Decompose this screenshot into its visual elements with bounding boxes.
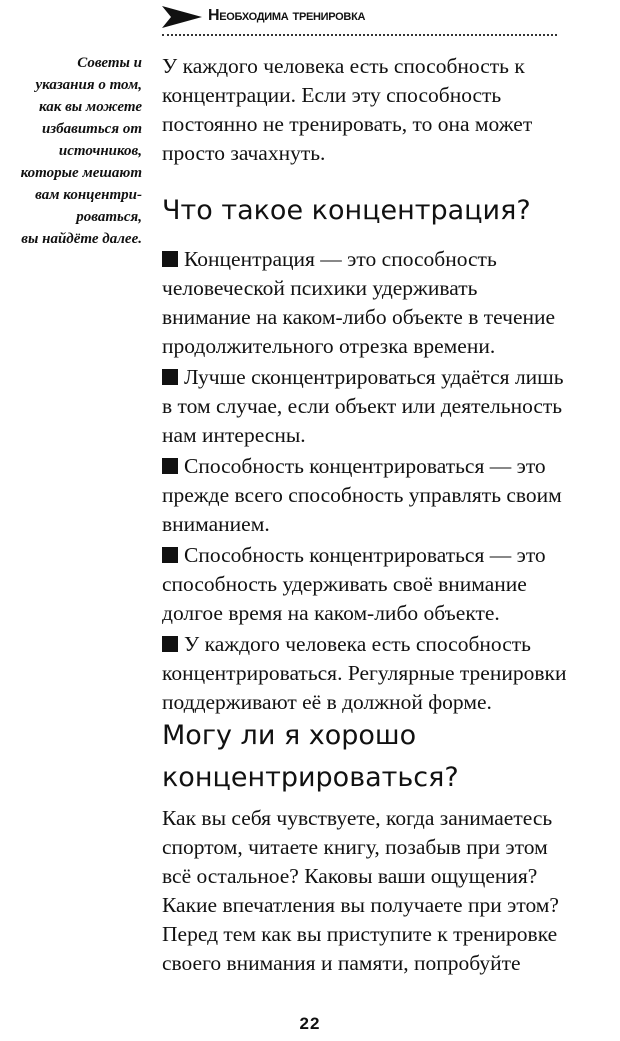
- bullet-item: [162, 452, 618, 539]
- square-bullet-icon: [162, 251, 178, 267]
- text-line: Как вы себя чувствуете, когда занимаетесь: [162, 806, 553, 830]
- header-dotted-rule: [162, 34, 557, 36]
- section-heading-2: [162, 715, 618, 799]
- bullet-list: [162, 245, 618, 717]
- text-line: Перед тем как вы приступите к тренировке: [162, 922, 558, 946]
- margin-note-line: вам концентри-: [35, 187, 142, 203]
- margin-note-line: вы найдёте далее.: [21, 231, 142, 247]
- bullet-item: [162, 245, 618, 361]
- text-line-content: Концентрация — это способность: [184, 247, 497, 271]
- section2-paragraph: [162, 804, 618, 978]
- text-line: в том случае, если объект или деятельность: [162, 394, 563, 418]
- running-header-title: Необходима тренировка: [208, 7, 366, 24]
- text-line-content: Способность концентрироваться — это: [184, 543, 546, 567]
- text-line-content: У каждого человека есть способность: [184, 632, 531, 656]
- text-line: [162, 245, 618, 274]
- margin-note-line: роваться,: [76, 209, 142, 225]
- margin-note-line: источников,: [58, 143, 142, 159]
- bullet-item: [162, 363, 618, 450]
- bullet-item: [162, 541, 618, 628]
- section-heading-2-line: Могу ли я хорошо: [162, 720, 417, 751]
- margin-note-line: указания о том,: [35, 77, 142, 93]
- text-line: своего внимания и памяти, попробуйте: [162, 951, 521, 975]
- square-bullet-icon: [162, 636, 178, 652]
- text-line-content: Лучше сконцентрироваться удаётся лишь: [184, 365, 564, 389]
- text-line: [162, 452, 618, 481]
- page-number: 22: [299, 1014, 321, 1033]
- text-line: нам интересны.: [162, 423, 306, 447]
- text-line: [162, 541, 618, 570]
- square-bullet-icon: [162, 547, 178, 563]
- text-line: концентрации. Если эту способность: [162, 83, 502, 107]
- arrow-right-icon: [162, 6, 202, 28]
- text-line: способность удерживать своё внимание: [162, 572, 527, 596]
- text-line: спортом, читаете книгу, позабыв при этом: [162, 835, 548, 859]
- bullet-item: [162, 630, 618, 717]
- margin-note-line: избавиться от: [41, 121, 142, 137]
- text-line: всё остальное? Каковы ваши ощущения?: [162, 864, 538, 888]
- intro-paragraph: [162, 52, 618, 168]
- text-line: человеческой психики удерживать: [162, 276, 478, 300]
- square-bullet-icon: [162, 458, 178, 474]
- running-header: [162, 4, 602, 44]
- text-line: внимание на каком-либо объекте в течение: [162, 305, 556, 329]
- text-line: поддерживают её в должной форме.: [162, 690, 492, 714]
- text-line: просто зачахнуть.: [162, 141, 326, 165]
- text-line: концентрироваться. Регулярные тренировки: [162, 661, 567, 685]
- square-bullet-icon: [162, 369, 178, 385]
- text-line: [162, 630, 618, 659]
- text-line: вниманием.: [162, 512, 270, 536]
- text-line: У каждого человека есть способность к: [162, 54, 525, 78]
- text-line: продолжительного отрезка времени.: [162, 334, 496, 358]
- margin-note: [0, 52, 142, 250]
- section-heading-1: [162, 190, 618, 232]
- text-line: долгое время на каком-либо объекте.: [162, 601, 500, 625]
- margin-note-line: которые мешают: [20, 165, 142, 181]
- text-line-content: Способность концентрироваться — это: [184, 454, 546, 478]
- margin-note-line: Советы и: [77, 55, 142, 71]
- text-line: прежде всего способность управлять своим: [162, 483, 562, 507]
- text-line: Какие впечатления вы получаете при этом?: [162, 893, 559, 917]
- text-line: [162, 363, 618, 392]
- text-line: постоянно не тренировать, то она может: [162, 112, 533, 136]
- section-heading-1-text: Что такое концентрация?: [162, 195, 531, 226]
- section-heading-2-line: концентрироваться?: [162, 762, 459, 793]
- margin-note-line: как вы можете: [38, 99, 142, 115]
